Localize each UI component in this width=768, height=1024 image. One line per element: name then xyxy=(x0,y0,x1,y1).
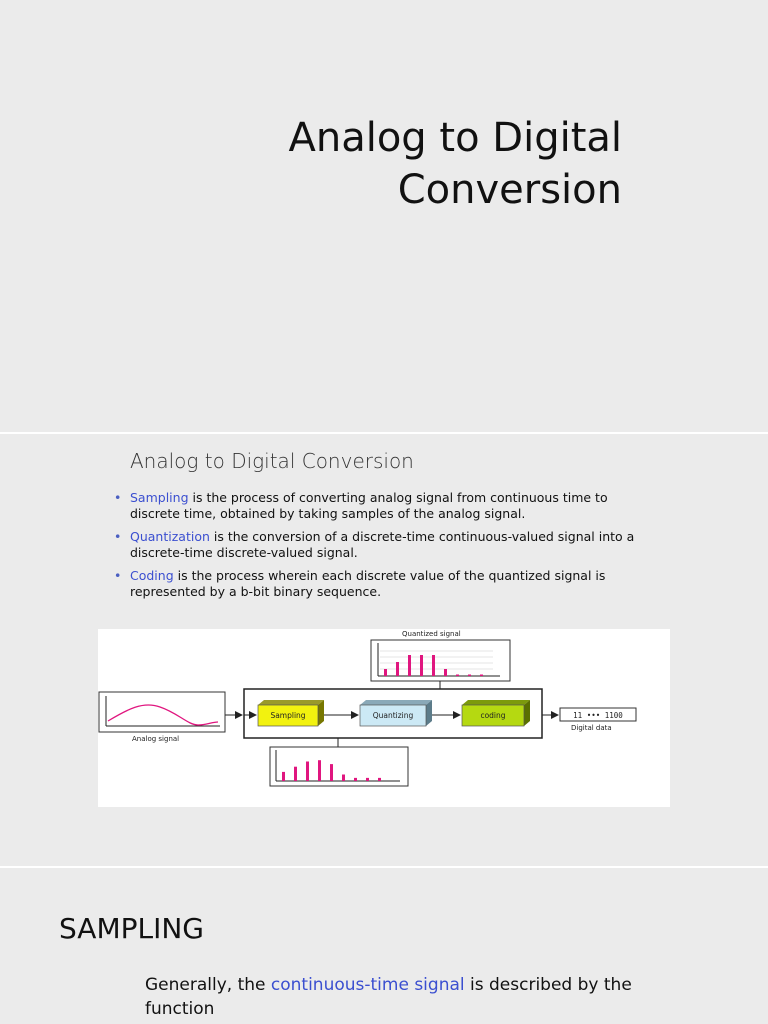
diagram-svg xyxy=(98,629,670,807)
bullet-coding xyxy=(114,568,654,600)
stem-bar xyxy=(378,778,381,781)
sampled-signal-box xyxy=(270,747,408,786)
title-line-2: Conversion xyxy=(397,167,622,213)
stem-bar xyxy=(432,655,435,676)
stem-bar xyxy=(444,669,447,676)
sampling-block-top xyxy=(258,700,324,705)
stem-bar xyxy=(420,655,423,676)
slide-heading: Analog to Digital Conversion xyxy=(130,449,414,473)
stem-bar xyxy=(468,675,471,677)
sampling-block-label: Sampling xyxy=(270,711,306,720)
stem-bar xyxy=(396,662,399,676)
stem-bar xyxy=(318,760,321,781)
coding-block-label: coding xyxy=(480,711,506,720)
stem-bar xyxy=(294,767,297,781)
body-text-start: Generally, the xyxy=(145,975,271,995)
sampling-slide xyxy=(0,868,768,1024)
stem-bar xyxy=(354,778,357,781)
adc-block-diagram xyxy=(98,629,670,807)
body-highlight: continuous-time signal xyxy=(270,975,465,995)
coding-block-top xyxy=(462,700,530,705)
term-quantization: Quantization xyxy=(130,529,210,544)
term-sampling: Sampling xyxy=(130,490,189,505)
stem-bar xyxy=(282,772,285,781)
body-text-end: is described by the function xyxy=(145,975,632,1019)
stem-bar xyxy=(330,764,333,781)
term-coding: Coding xyxy=(130,568,174,583)
sampling-heading: SAMPLING xyxy=(59,912,204,945)
stem-bar xyxy=(342,775,345,782)
bullet-quantization xyxy=(114,529,654,561)
title-line-1: Analog to Digital xyxy=(288,115,622,161)
analog-signal-label: Analog signal xyxy=(132,735,180,743)
stem-bar xyxy=(306,762,309,782)
stem-bar xyxy=(408,655,411,676)
bullet-text: is the process wherein each discrete value of the quantized signal is represented by a b-bit binary sequence. xyxy=(130,568,606,599)
quantizing-block-top xyxy=(360,700,432,705)
sampling-body xyxy=(145,973,665,1021)
stem-bar xyxy=(456,675,459,677)
stem-bar xyxy=(384,669,387,676)
title-slide xyxy=(0,0,768,432)
bullet-sampling xyxy=(114,490,654,522)
bullet-list xyxy=(114,490,654,607)
bullet-text: is the process of converting analog signal from continuous time to discrete time, obtained by taking samples of the analog signal. xyxy=(130,490,608,521)
digital-output-value: 11 ••• 1100 xyxy=(573,711,623,720)
adc-overview-slide xyxy=(0,434,768,866)
digital-data-label: Digital data xyxy=(571,724,612,732)
quantized-signal-box xyxy=(371,640,510,681)
title-slide-heading xyxy=(288,112,622,216)
stem-bar xyxy=(480,675,483,677)
bullet-text: is the conversion of a discrete-time continuous-valued signal into a discrete-time discrete-valued signal. xyxy=(130,529,635,560)
quantized-signal-label: Quantized signal xyxy=(402,630,461,638)
stem-bar xyxy=(366,778,369,781)
quantizing-block-label: Quantizing xyxy=(372,711,414,720)
